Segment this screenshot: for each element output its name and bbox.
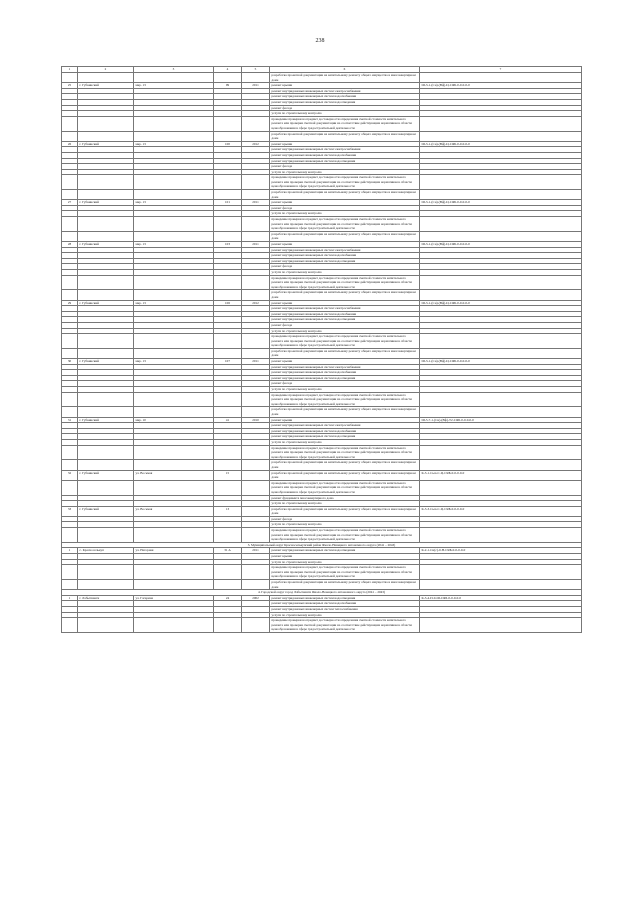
street-cell — [134, 392, 214, 407]
locality-cell: г. Губкинский — [78, 83, 134, 89]
house-number-cell: 41 — [214, 417, 242, 423]
row-number-cell: 25 — [62, 83, 78, 89]
locality-cell — [78, 290, 134, 300]
commissioning-year-cell — [242, 407, 270, 417]
house-code-cell: Ш-3-1-(Сн)-(Вф)-Ц-СЯБ-0-0-0-0-0 — [420, 83, 582, 89]
street-cell: мкр. 10 — [134, 417, 214, 423]
house-code-cell — [420, 528, 582, 543]
table-row — [62, 275, 582, 290]
house-code-cell — [420, 290, 582, 300]
house-code-cell — [420, 217, 582, 232]
table-row — [62, 470, 582, 480]
locality-cell — [78, 334, 134, 349]
house-number-cell — [214, 445, 242, 460]
house-code-cell: Ш-3-1-(Сн)-(Вф)-Ц-СЯБ-0-0-0-0-0 — [420, 200, 582, 206]
work-type-cell: услуги по строительному контролю — [270, 439, 420, 445]
house-code-cell: Ш-3-1-(Сн)-(Вф)-Ц-СЯБ-0-0-0-0-0 — [420, 300, 582, 306]
commissioning-year-cell — [242, 116, 270, 131]
house-code-cell — [420, 618, 582, 633]
street-cell — [134, 231, 214, 241]
house-code-cell — [420, 116, 582, 131]
house-number-cell — [214, 275, 242, 290]
house-number-cell — [214, 580, 242, 590]
work-type-cell: услуги по строительному контролю — [270, 522, 420, 528]
commissioning-year-cell — [242, 348, 270, 358]
street-cell — [134, 217, 214, 232]
locality-cell — [78, 392, 134, 407]
work-type-cell: проведение проверки на предмет достоверности определения сметной стоимости капитального ремонта или проверки сметной документации на соответствие действующим нормативам в области ценообразования в сфере градостроительной деятельности — [270, 565, 420, 580]
row-number-cell — [62, 275, 78, 290]
commissioning-year-cell: 2012 — [242, 300, 270, 306]
commissioning-year-cell — [242, 290, 270, 300]
house-number-cell — [214, 565, 242, 580]
work-type-cell: ремонт фасада — [270, 105, 420, 111]
work-type-cell: ремонт крыши — [270, 242, 420, 248]
table-row — [62, 580, 582, 590]
row-number-cell: 29 — [62, 300, 78, 306]
house-code-cell — [420, 565, 582, 580]
street-cell — [134, 131, 214, 141]
locality-cell: г. Губкинский — [78, 417, 134, 423]
table-row — [62, 407, 582, 417]
house-number-cell: 103 — [214, 242, 242, 248]
work-type-cell: разработка проектной документации на капитальному ремонту общего имущества в многоквартирном доме — [270, 348, 420, 358]
house-code-cell — [420, 392, 582, 407]
table-row — [62, 348, 582, 358]
table-row — [62, 460, 582, 470]
house-code-cell: К-3-3-Сыч-С-Ц-СЯБ-0-0-0-0-0 — [420, 506, 582, 516]
commissioning-year-cell — [242, 231, 270, 241]
row-number-cell — [62, 348, 78, 358]
work-type-cell: разработка проектной документации на капитальному ремонту общего имущества в многоквартирном доме — [270, 460, 420, 470]
row-number-cell: 27 — [62, 200, 78, 206]
work-type-cell: ремонт внутридомовых инженерных систем водоотведения — [270, 258, 420, 264]
column-number-cell: 6 — [270, 67, 420, 73]
work-type-cell: разработка проектной документации на капитальному ремонту общего имущества в многоквартирном доме — [270, 506, 420, 516]
work-type-cell: услуги по строительному контролю — [270, 111, 420, 117]
house-code-cell: Ш-3-1-(Сн)-(Вф)-Ц-СЯБ-0-0-0-0-0 — [420, 359, 582, 365]
work-type-cell: проведение проверки на предмет достоверности определения сметной стоимости капитального ремонта или проверки сметной документации на соответствие действующим нормативам в области ценообразования в сфере градостроительной деятельности — [270, 392, 420, 407]
table-row — [62, 73, 582, 83]
work-type-cell: разработка проектной документации на капитальному ремонту общего имущества в многоквартирном доме — [270, 407, 420, 417]
commissioning-year-cell — [242, 565, 270, 580]
row-number-cell: 31 — [62, 417, 78, 423]
work-type-cell: проведение проверки на предмет достоверности определения сметной стоимости капитального ремонта или проверки сметной документации на соответствие действующим нормативам в области ценообразования в сфере градостроительной деятельности — [270, 275, 420, 290]
commissioning-year-cell — [242, 506, 270, 516]
house-number-cell: 106 — [214, 300, 242, 306]
work-type-cell: ремонт внутридомовых инженерных систем водоотведения — [270, 595, 420, 601]
street-cell: мкр. 13 — [134, 359, 214, 365]
work-type-cell: ремонт крыши — [270, 417, 420, 423]
house-number-cell — [214, 290, 242, 300]
row-number-cell — [62, 217, 78, 232]
locality-cell: г. Губкинский — [78, 506, 134, 516]
street-cell — [134, 348, 214, 358]
work-type-cell: ремонт внутридомовых инженерных систем теплоснабжения — [270, 606, 420, 612]
house-number-cell: 15 — [214, 470, 242, 480]
table-row — [62, 116, 582, 131]
work-type-cell: проведение проверки на предмет достоверности определения сметной стоимости капитального ремонта или проверки сметной документации на соответствие действующим нормативам в области ценообразования в сфере градостроительной деятельности — [270, 445, 420, 460]
house-number-cell — [214, 334, 242, 349]
row-number-cell — [62, 131, 78, 141]
house-code-cell: К-3-1-Сыч-С-Ц-СЯБ-0-0-0-0-0 — [420, 470, 582, 480]
locality-cell: г. Губкинский — [78, 141, 134, 147]
work-type-cell: ремонт крыши — [270, 554, 420, 560]
street-cell — [134, 580, 214, 590]
street-cell — [134, 334, 214, 349]
row-number-cell — [62, 290, 78, 300]
work-type-cell: услуги по строительному контролю — [270, 501, 420, 507]
street-cell — [134, 565, 214, 580]
commissioning-year-cell: 2011 — [242, 200, 270, 206]
work-type-cell: ремонт внутридомовых инженерных систем водоотведения — [270, 434, 420, 440]
table-row — [62, 190, 582, 200]
locality-cell: с. Красноселькуп — [78, 548, 134, 554]
work-type-cell: ремонт фасада — [270, 381, 420, 387]
house-number-cell — [214, 480, 242, 495]
work-type-cell: ремонт крыши — [270, 359, 420, 365]
work-type-cell: ремонт внутридомовых инженерных систем водоотведения — [270, 99, 420, 105]
commissioning-year-cell — [242, 470, 270, 480]
house-number-cell: 101 — [214, 200, 242, 206]
locality-cell — [78, 528, 134, 543]
locality-cell — [78, 618, 134, 633]
street-cell — [134, 445, 214, 460]
street-cell — [134, 290, 214, 300]
row-number-cell: 26 — [62, 141, 78, 147]
commissioning-year-cell — [242, 580, 270, 590]
table-row — [62, 334, 582, 349]
row-number-cell — [62, 480, 78, 495]
street-cell — [134, 480, 214, 495]
commissioning-year-cell — [242, 334, 270, 349]
street-cell: ул. Восьмая — [134, 470, 214, 480]
locality-cell — [78, 348, 134, 358]
column-number-cell: 7 — [420, 67, 582, 73]
house-code-cell — [420, 348, 582, 358]
work-type-cell: разработка проектной документации на капитальному ремонту общего имущества в многоквартирном доме — [270, 190, 420, 200]
row-number-cell — [62, 334, 78, 349]
work-type-cell: ремонт фасада — [270, 164, 420, 170]
locality-cell — [78, 231, 134, 241]
house-code-cell — [420, 407, 582, 417]
table-row — [62, 392, 582, 407]
house-code-cell — [420, 445, 582, 460]
locality-cell: г. Губкинский — [78, 359, 134, 365]
commissioning-year-cell: 2002 — [242, 595, 270, 601]
work-type-cell: ремонт фасада — [270, 322, 420, 328]
table-row — [62, 231, 582, 241]
work-type-cell: разработка проектной документации на капитальному ремонту общего имущества в многоквартирном доме — [270, 131, 420, 141]
work-type-cell: услуги по строительному контролю — [270, 612, 420, 618]
work-type-cell: ремонт внутридомовых инженерных систем водоснабжения — [270, 94, 420, 100]
row-number-cell — [62, 580, 78, 590]
work-type-cell: ремонт крыши — [270, 200, 420, 206]
work-type-cell: услуги по строительному контролю — [270, 559, 420, 565]
house-number-cell — [214, 217, 242, 232]
work-type-cell: ремонт крыши — [270, 83, 420, 89]
street-cell: мкр. 13 — [134, 200, 214, 206]
house-number-cell — [214, 116, 242, 131]
locality-cell — [78, 460, 134, 470]
locality-cell: г. Губкинский — [78, 300, 134, 306]
table-row — [62, 290, 582, 300]
work-type-cell: ремонт внутридомовых инженерных систем водоотведения — [270, 548, 420, 554]
house-number-cell: 100 — [214, 141, 242, 147]
row-number-cell — [62, 460, 78, 470]
column-number-cell: 5 — [242, 67, 270, 73]
locality-cell — [78, 565, 134, 580]
street-cell: мкр. 13 — [134, 141, 214, 147]
house-number-cell — [214, 348, 242, 358]
work-type-cell: проведение проверки на предмет достоверности определения сметной стоимости капитального ремонта или проверки сметной документации на соответствие действующим нормативам в области ценообразования в сфере градостроительной деятельности — [270, 217, 420, 232]
row-number-cell — [62, 407, 78, 417]
house-code-cell — [420, 175, 582, 190]
column-number-cell: 3 — [134, 67, 214, 73]
commissioning-year-cell: 2012 — [242, 141, 270, 147]
section-heading: 3. Муниципальный округ Красноселькупский район Ямало-Ненецкого автономного округа (2041 – 2043) — [62, 542, 582, 548]
table-row — [62, 445, 582, 460]
work-type-cell: услуги по строительному контролю — [270, 269, 420, 275]
house-number-cell: 24 — [214, 595, 242, 601]
street-cell: ул. Нагорная — [134, 548, 214, 554]
house-code-cell — [420, 190, 582, 200]
house-code-cell — [420, 231, 582, 241]
row-number-cell — [62, 231, 78, 241]
work-type-cell: ремонт внутридомовых инженерных систем электроснабжения — [270, 147, 420, 153]
house-code-cell: К-2-1-Сн(с)-0-Н-СЯБ-0-0-0-0-0 — [420, 548, 582, 554]
street-cell — [134, 275, 214, 290]
locality-cell — [78, 580, 134, 590]
house-number-cell — [214, 175, 242, 190]
house-code-cell: Ш-3-1-(Сн)-(Вф)-Ц-СЯБ-0-0-0-0-0 — [420, 242, 582, 248]
house-code-cell — [420, 73, 582, 83]
row-number-cell — [62, 392, 78, 407]
house-number-cell: 99 — [214, 83, 242, 89]
street-cell — [134, 73, 214, 83]
commissioning-year-cell — [242, 460, 270, 470]
work-type-cell: ремонт внутридомовых инженерных систем водоснабжения — [270, 370, 420, 376]
work-type-cell: проведение проверки на предмет достоверности определения сметной стоимости капитального ремонта или проверки сметной документации на соответствие действующим нормативам в области ценообразования в сфере градостроительной деятельности — [270, 480, 420, 495]
row-number-cell — [62, 528, 78, 543]
work-type-cell: ремонт фундамента многоквартирного дома — [270, 495, 420, 501]
page-number: 238 — [315, 38, 325, 44]
table-body — [62, 67, 582, 633]
work-type-cell: услуги по строительному контролю — [270, 387, 420, 393]
house-number-cell — [214, 131, 242, 141]
locality-cell — [78, 275, 134, 290]
commissioning-year-cell: 2011 — [242, 83, 270, 89]
locality-cell: г. Лабытнанги — [78, 595, 134, 601]
locality-cell — [78, 445, 134, 460]
house-number-cell — [214, 231, 242, 241]
row-number-cell — [62, 73, 78, 83]
street-cell: мкр. 13 — [134, 242, 214, 248]
row-number-cell: 1 — [62, 548, 78, 554]
street-cell — [134, 116, 214, 131]
work-type-cell: проведение проверки на предмет достоверности определения сметной стоимости капитального ремонта или проверки сметной документации на соответствие действующим нормативам в области ценообразования в сфере градостроительной деятельности — [270, 116, 420, 131]
commissioning-year-cell: 2010 — [242, 417, 270, 423]
work-type-cell: проведение проверки на предмет достоверности определения сметной стоимости капитального ремонта или проверки сметной документации на соответствие действующим нормативам в области ценообразования в сфере градостроительной деятельности — [270, 175, 420, 190]
house-number-cell — [214, 528, 242, 543]
locality-cell: г. Губкинский — [78, 242, 134, 248]
street-cell: ул. Гагарина — [134, 595, 214, 601]
house-code-cell — [420, 480, 582, 495]
work-type-cell: ремонт фасада — [270, 264, 420, 270]
locality-cell — [78, 175, 134, 190]
commissioning-year-cell: 2011 — [242, 242, 270, 248]
locality-cell — [78, 131, 134, 141]
work-type-cell: услуги по строительному контролю — [270, 211, 420, 217]
row-number-cell: 28 — [62, 242, 78, 248]
house-number-cell — [214, 618, 242, 633]
house-number-cell — [214, 460, 242, 470]
work-type-cell: ремонт фасада — [270, 205, 420, 211]
work-type-cell: ремонт внутридомовых инженерных систем водоснабжения — [270, 311, 420, 317]
work-type-cell: ремонт внутридомовых инженерных систем водоотведения — [270, 375, 420, 381]
row-number-cell: 33 — [62, 506, 78, 516]
street-cell: мкр. 13 — [134, 300, 214, 306]
commissioning-year-cell — [242, 618, 270, 633]
row-number-cell — [62, 618, 78, 633]
street-cell — [134, 460, 214, 470]
locality-cell — [78, 217, 134, 232]
work-type-cell: проведение проверки на предмет достоверности определения сметной стоимости капитального ремонта или проверки сметной документации на соответствие действующим нормативам в области ценообразования в сфере градостроительной деятельности — [270, 334, 420, 349]
locality-cell — [78, 73, 134, 83]
row-number-cell — [62, 175, 78, 190]
work-type-cell: ремонт внутридомовых инженерных систем электроснабжения — [270, 88, 420, 94]
work-type-cell: разработка проектной документации на капитальному ремонту общего имущества в многоквартирном доме — [270, 73, 420, 83]
house-number-cell: 13 — [214, 506, 242, 516]
street-cell — [134, 175, 214, 190]
row-number-cell: 1 — [62, 595, 78, 601]
house-number-cell — [214, 73, 242, 83]
work-type-cell: ремонт фасада — [270, 516, 420, 522]
commissioning-year-cell — [242, 175, 270, 190]
commissioning-year-cell — [242, 275, 270, 290]
table-row — [62, 131, 582, 141]
work-type-cell: ремонт внутридомовых инженерных систем водоснабжения — [270, 428, 420, 434]
work-type-cell: услуги по строительному контролю — [270, 169, 420, 175]
work-type-cell: ремонт внутридомовых инженерных систем электроснабжения — [270, 247, 420, 253]
house-number-cell: 107 — [214, 359, 242, 365]
row-number-cell: 32 — [62, 470, 78, 480]
commissioning-year-cell — [242, 480, 270, 495]
row-number-cell: 30 — [62, 359, 78, 365]
work-type-cell: ремонт крыши — [270, 141, 420, 147]
street-cell: ул. Восьмая — [134, 506, 214, 516]
work-type-cell: ремонт внутридомовых инженерных систем электроснабжения — [270, 423, 420, 429]
work-type-cell: ремонт внутридомовых инженерных систем водоснабжения — [270, 253, 420, 259]
commissioning-year-cell: 2011 — [242, 548, 270, 554]
work-type-cell: разработка проектной документации на капитальному ремонту общего имущества в многоквартирном доме — [270, 470, 420, 480]
house-code-cell — [420, 580, 582, 590]
house-code-cell: К-3-4-П-0-Ш-СЯБ-0-0-0-0-0 — [420, 595, 582, 601]
street-cell — [134, 407, 214, 417]
locality-cell — [78, 116, 134, 131]
street-cell — [134, 190, 214, 200]
work-type-cell: разработка проектной документации на капитальному ремонту общего имущества в многоквартирном доме — [270, 290, 420, 300]
row-number-cell — [62, 445, 78, 460]
column-number-cell: 1 — [62, 67, 78, 73]
table-row — [62, 565, 582, 580]
house-number-cell — [214, 407, 242, 417]
work-type-cell: услуги по строительному контролю — [270, 328, 420, 334]
house-code-cell — [420, 275, 582, 290]
house-code-cell — [420, 334, 582, 349]
street-cell — [134, 528, 214, 543]
work-type-cell: проведение проверки на предмет достоверности определения сметной стоимости капитального ремонта или проверки сметной документации на соответствие действующим нормативам в области ценообразования в сфере градостроительной деятельности — [270, 528, 420, 543]
house-code-cell — [420, 131, 582, 141]
house-number-cell: 31 А — [214, 548, 242, 554]
table-row — [62, 480, 582, 495]
house-number-cell — [214, 190, 242, 200]
commissioning-year-cell — [242, 73, 270, 83]
locality-cell — [78, 190, 134, 200]
commissioning-year-cell — [242, 217, 270, 232]
commissioning-year-cell — [242, 445, 270, 460]
row-number-cell — [62, 116, 78, 131]
locality-cell — [78, 480, 134, 495]
table-row — [62, 506, 582, 516]
commissioning-year-cell: 2011 — [242, 359, 270, 365]
work-type-cell: ремонт внутридомовых инженерных систем водоотведения — [270, 317, 420, 323]
house-code-cell: Ш-5-7-1-(Сн)-(Вф)-Т2-СЯБ-0-0-0-0-0 — [420, 417, 582, 423]
street-cell: мкр. 13 — [134, 83, 214, 89]
table-row — [62, 528, 582, 543]
table-row — [62, 175, 582, 190]
row-number-cell — [62, 565, 78, 580]
commissioning-year-cell — [242, 131, 270, 141]
work-type-cell: разработка проектной документации на капитальному ремонту общего имущества в многоквартирном доме — [270, 231, 420, 241]
table-row — [62, 217, 582, 232]
house-code-cell — [420, 460, 582, 470]
work-type-cell: проведение проверки на предмет достоверности определения сметной стоимости капитального ремонта или проверки сметной документации на соответствие действующим нормативам в области ценообразования в сфере градостроительной деятельности — [270, 618, 420, 633]
house-code-cell: Ш-3-1-(Сн)-(Вф)-Ц-СЯБ-0-0-0-0-0 — [420, 141, 582, 147]
work-type-cell: разработка проектной документации на капитальному ремонту общего имущества в многоквартирном доме — [270, 580, 420, 590]
work-type-cell: ремонт внутридомовых инженерных систем водоснабжения — [270, 152, 420, 158]
row-number-cell — [62, 190, 78, 200]
locality-cell — [78, 407, 134, 417]
commissioning-year-cell — [242, 528, 270, 543]
work-type-cell: ремонт внутридомовых инженерных систем электроснабжения — [270, 306, 420, 312]
work-type-cell: ремонт внутридомовых инженерных систем водоснабжения — [270, 601, 420, 607]
commissioning-year-cell — [242, 392, 270, 407]
commissioning-year-cell — [242, 190, 270, 200]
table-row — [62, 618, 582, 633]
locality-cell: г. Губкинский — [78, 200, 134, 206]
house-number-cell — [214, 392, 242, 407]
work-type-cell: ремонт внутридомовых инженерных систем водоотведения — [270, 158, 420, 164]
capital-repair-register-table — [61, 66, 582, 633]
street-cell — [134, 618, 214, 633]
section-heading: 4. Городской округ город Лабытнанги Ямало-Ненецкого автономного округа (2041 – 2043) — [62, 590, 582, 596]
locality-cell: г. Губкинский — [78, 470, 134, 480]
work-type-cell: ремонт внутридомовых инженерных систем электроснабжения — [270, 364, 420, 370]
work-type-cell: ремонт крыши — [270, 300, 420, 306]
column-number-cell: 4 — [214, 67, 242, 73]
column-number-cell: 2 — [78, 67, 134, 73]
